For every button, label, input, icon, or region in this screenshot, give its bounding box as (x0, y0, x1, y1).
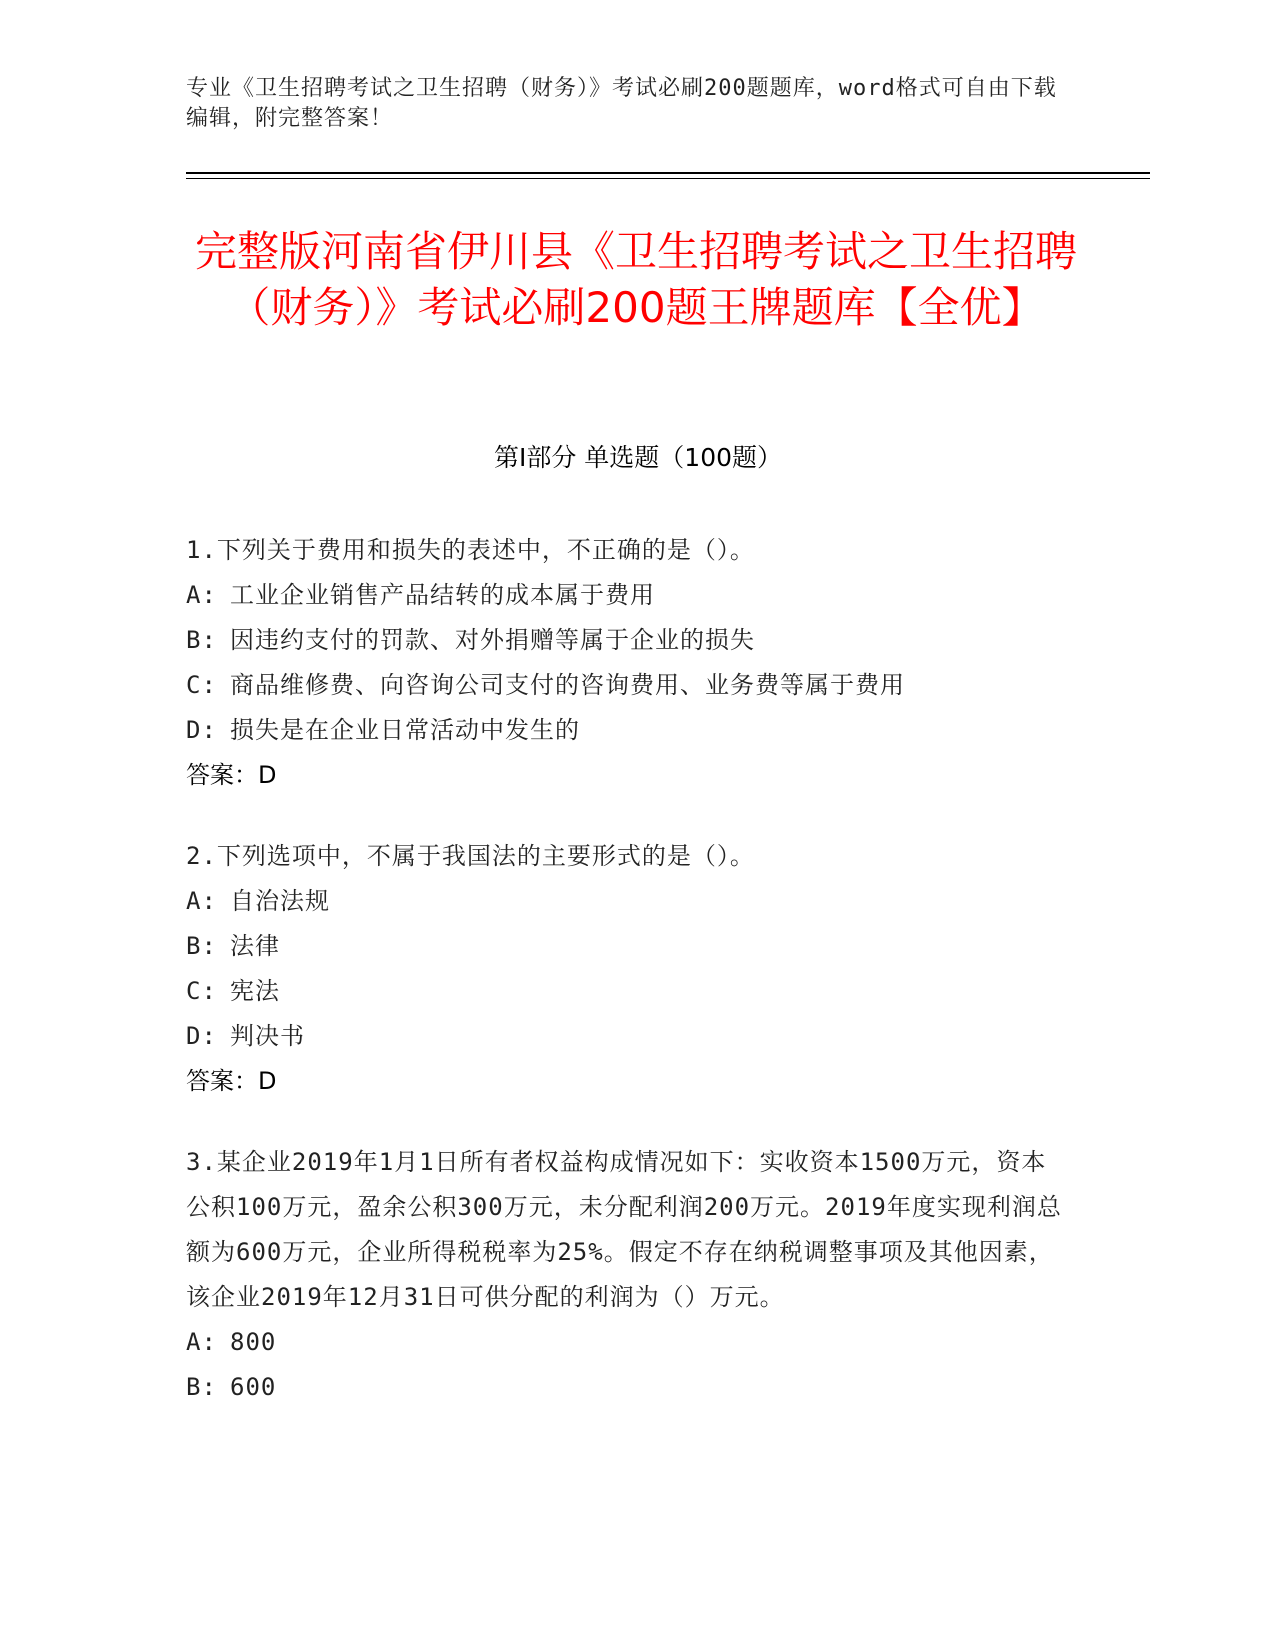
answer-option (186, 708, 1066, 753)
option-text: 判决书 (230, 1022, 305, 1050)
section-title: 第I部分 单选题（100题） (493, 443, 783, 472)
option-letter: C: (186, 977, 217, 1005)
option-letter: B: (186, 932, 217, 960)
answer-key: 答案：D (186, 761, 277, 789)
header-divider-thick (186, 172, 1150, 174)
answer-option (186, 1014, 1066, 1059)
document-title: 完整版河南省伊川县《卫生招聘考试之卫生招聘（财务）》考试必刷200题王牌题库【全优】 (194, 227, 1077, 332)
option-letter: D: (186, 1022, 217, 1050)
option-text: 800 (230, 1328, 277, 1356)
header-note: 专业《卫生招聘考试之卫生招聘（财务）》考试必刷200题题库，word格式可自由下载编辑，附完整答案！ (186, 76, 1057, 131)
question-stem: 3.某企业2019年1月1日所有者权益构成情况如下：实收资本1500万元，资本公积100万元，盈余公积300万元，未分配利润200万元。2019年度实现利润总额为600万元，企业所得税税率为25%。假定不存在纳税调整事项及其他因素，该企业2019年12月31日可供分配的利润为（）万元。 (186, 1148, 1062, 1311)
option-text: 因违约支付的罚款、对外捐赠等属于企业的损失 (230, 626, 755, 654)
option-letter: D: (186, 716, 217, 744)
question-item (186, 528, 1066, 798)
option-letter: C: (186, 671, 217, 699)
answer-option (186, 1365, 1066, 1410)
question-stem: 1.下列关于费用和损失的表述中，不正确的是（）。 (186, 536, 755, 564)
option-text: 600 (230, 1373, 277, 1401)
answer-option (186, 879, 1066, 924)
answer-option (186, 969, 1066, 1014)
option-text: 工业企业销售产品结转的成本属于费用 (230, 581, 655, 609)
answer-key: 答案：D (186, 1067, 277, 1095)
option-text: 自治法规 (230, 887, 330, 915)
answer-option (186, 924, 1066, 969)
option-text: 宪法 (230, 977, 280, 1005)
option-letter: A: (186, 887, 217, 915)
answer-option (186, 1320, 1066, 1365)
option-letter: B: (186, 1373, 217, 1401)
answer-option (186, 618, 1066, 663)
question-item (186, 1140, 1066, 1410)
question-stem: 2.下列选项中，不属于我国法的主要形式的是（）。 (186, 842, 755, 870)
header-divider-thin (186, 178, 1150, 179)
option-letter: B: (186, 626, 217, 654)
answer-option (186, 573, 1066, 618)
option-text: 商品维修费、向咨询公司支付的咨询费用、业务费等属于费用 (230, 671, 905, 699)
question-list (186, 528, 1066, 1446)
option-letter: A: (186, 1328, 217, 1356)
answer-option (186, 663, 1066, 708)
option-letter: A: (186, 581, 217, 609)
option-text: 损失是在企业日常活动中发生的 (230, 716, 580, 744)
question-item (186, 834, 1066, 1104)
option-text: 法律 (230, 932, 280, 960)
